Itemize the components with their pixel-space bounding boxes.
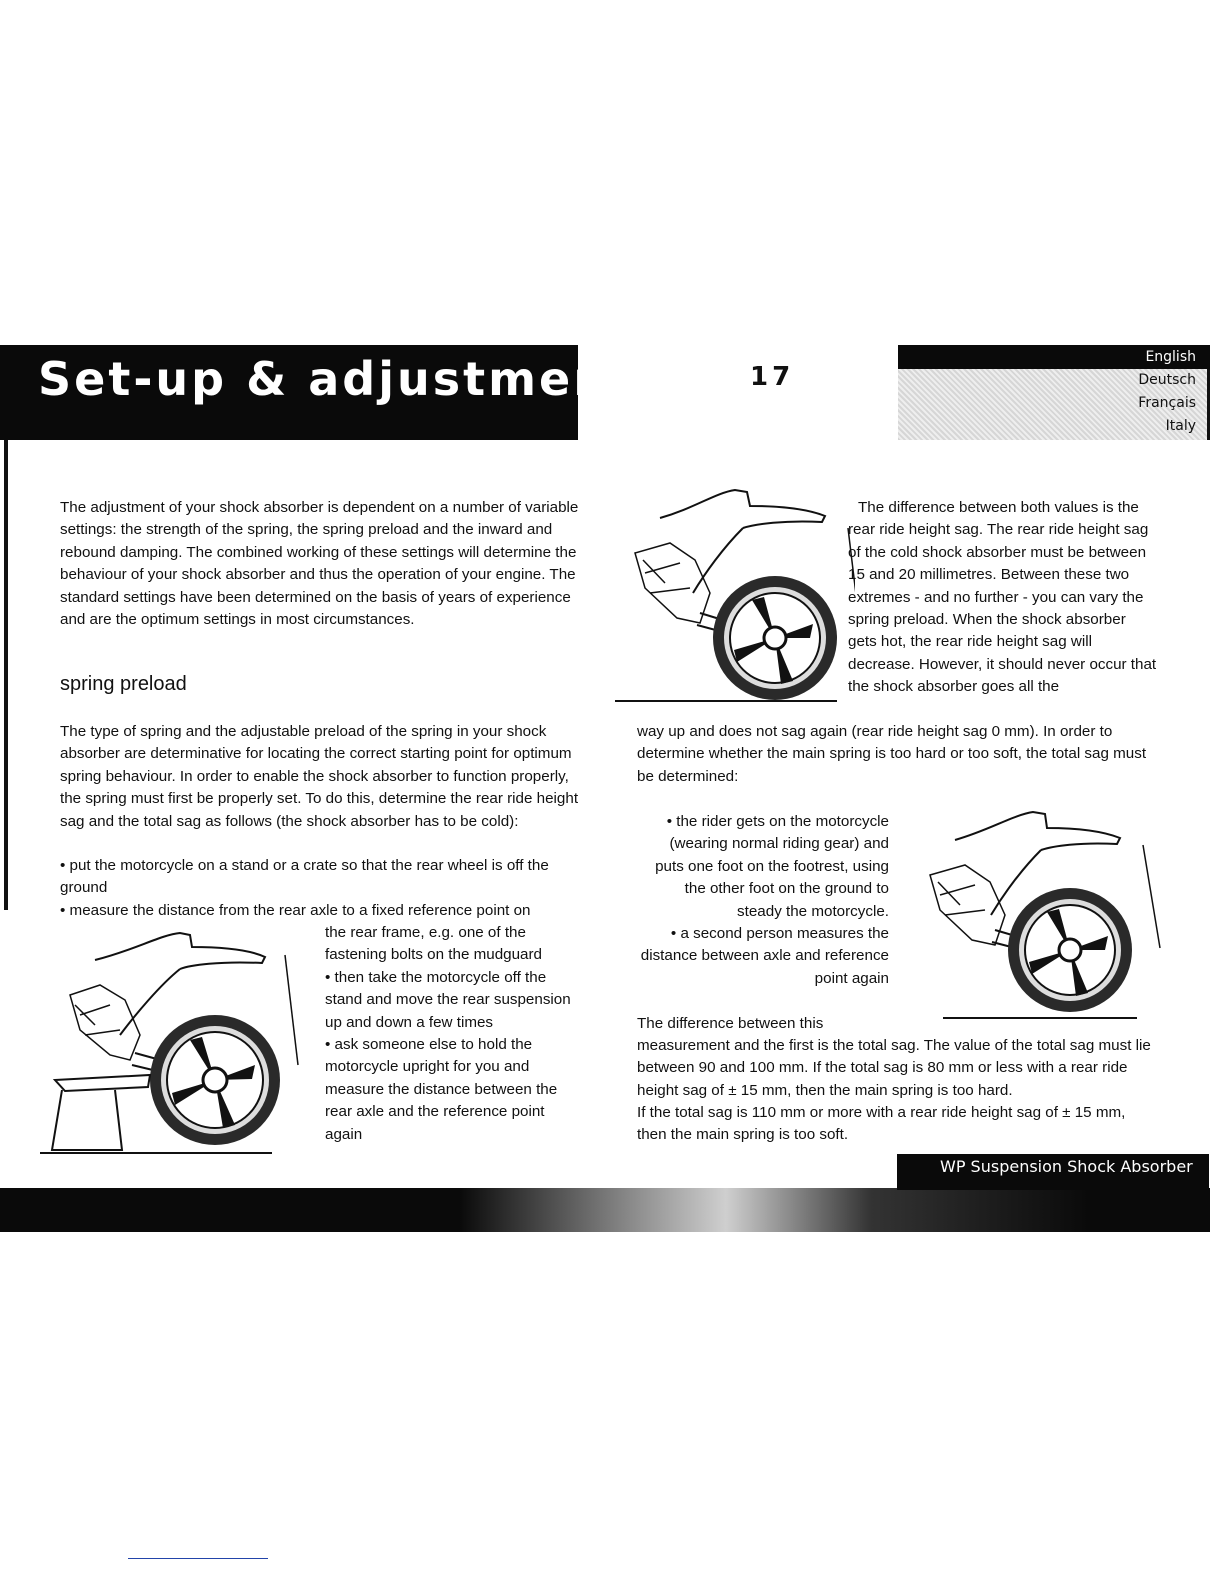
- rear-wheel-illustration-top: [615, 488, 855, 713]
- bullet-ask: • ask someone else to hold the motorcycle upright for you and measure the distance between the rear axle and the reference point again: [325, 1036, 558, 1143]
- bullet-stand: • put the motorcycle on a stand or a crate so that the rear wheel is off the ground: [60, 857, 549, 897]
- section-heading: spring preload: [60, 673, 187, 695]
- language-tab-deutsch[interactable]: Deutsch: [1138, 372, 1196, 388]
- intro-paragraph: The adjustment of your shock absorber is dependent on a number of variable settings: the strength of the spring, the spring preload and the inward and rebound damping. The combined working of these settings will determine the behaviour of your shock absorber and thus the operation of your engine. The standard settings have been determined on the basis of years of experience and are the optimum settings in most circumstances.: [60, 499, 579, 629]
- language-tab-english[interactable]: English: [1145, 349, 1196, 365]
- page-title: Set-up & adjustment: [38, 352, 634, 406]
- language-tabs: [898, 345, 1210, 440]
- bullet-second-person: • a second person measures the distance between axle and reference point again: [640, 925, 889, 987]
- bullet-take-off: • then take the motorcycle off the stand and move the rear suspension up and down a few times: [325, 969, 571, 1031]
- language-tab-italy[interactable]: Italy: [1165, 418, 1196, 434]
- preload-paragraph: The type of spring and the adjustable preload of the spring in your shock absorber are determinative for locating the correct starting point for optimum spring behaviour. In order to enable the shock absorber to function properly, the spring must first be properly set. To do this, determine the rear ride height sag and the total sag as follows (the shock absorber has to be cold):: [60, 723, 579, 830]
- rear-wheel-illustration-loaded: [905, 800, 1175, 1030]
- language-tab-edge: [1207, 369, 1210, 440]
- footer-bar: [0, 1188, 1210, 1232]
- page-number: 17: [750, 362, 795, 392]
- total-sag-paragraph: measurement and the first is the total sag. The value of the total sag must lie between 90 and 100 mm. If the total sag is 80 mm or less with a rear ride height sag of ± 15 mm, then the main spring is too hard.: [637, 1037, 1151, 1099]
- measure-continued: the rear frame, e.g. one of the fastening bolts on the mudguard: [325, 924, 542, 964]
- motorcycle-on-stand-illustration: [40, 925, 310, 1160]
- bottom-link-underline: [128, 1558, 268, 1559]
- left-edge-mark: [4, 440, 8, 910]
- sag-paragraph-wrapped: The difference between both values is the rear ride height sag. The rear ride height sag of the cold shock absorber must be between 15 and 20 millimetres. Between these two extremes - and no further - you can vary the spring preload. When the shock absorber gets hot, the rear ride height sag will decrease. However, it should never occur that the shock absorber goes all the: [848, 499, 1157, 696]
- bullet-rider: • the rider gets on the motorcycle (wearing normal riding gear) and puts one foot on the footrest, using the other foot on the ground to steady the motorcycle.: [655, 813, 889, 920]
- bullet-measure: • measure the distance from the rear axle to a fixed reference point on: [60, 902, 531, 919]
- difference-lead: The difference between this: [637, 1015, 824, 1032]
- footer-label: WP Suspension Shock Absorber: [940, 1157, 1193, 1176]
- too-soft-paragraph: If the total sag is 110 mm or more with a rear ride height sag of ± 15 mm, then the main spring is too soft.: [637, 1104, 1126, 1144]
- language-tab-francais[interactable]: Français: [1138, 395, 1196, 411]
- sag-paragraph-full: way up and does not sag again (rear ride height sag 0 mm). In order to determine whether the main spring is too hard or too soft, the total sag must be determined:: [637, 723, 1147, 785]
